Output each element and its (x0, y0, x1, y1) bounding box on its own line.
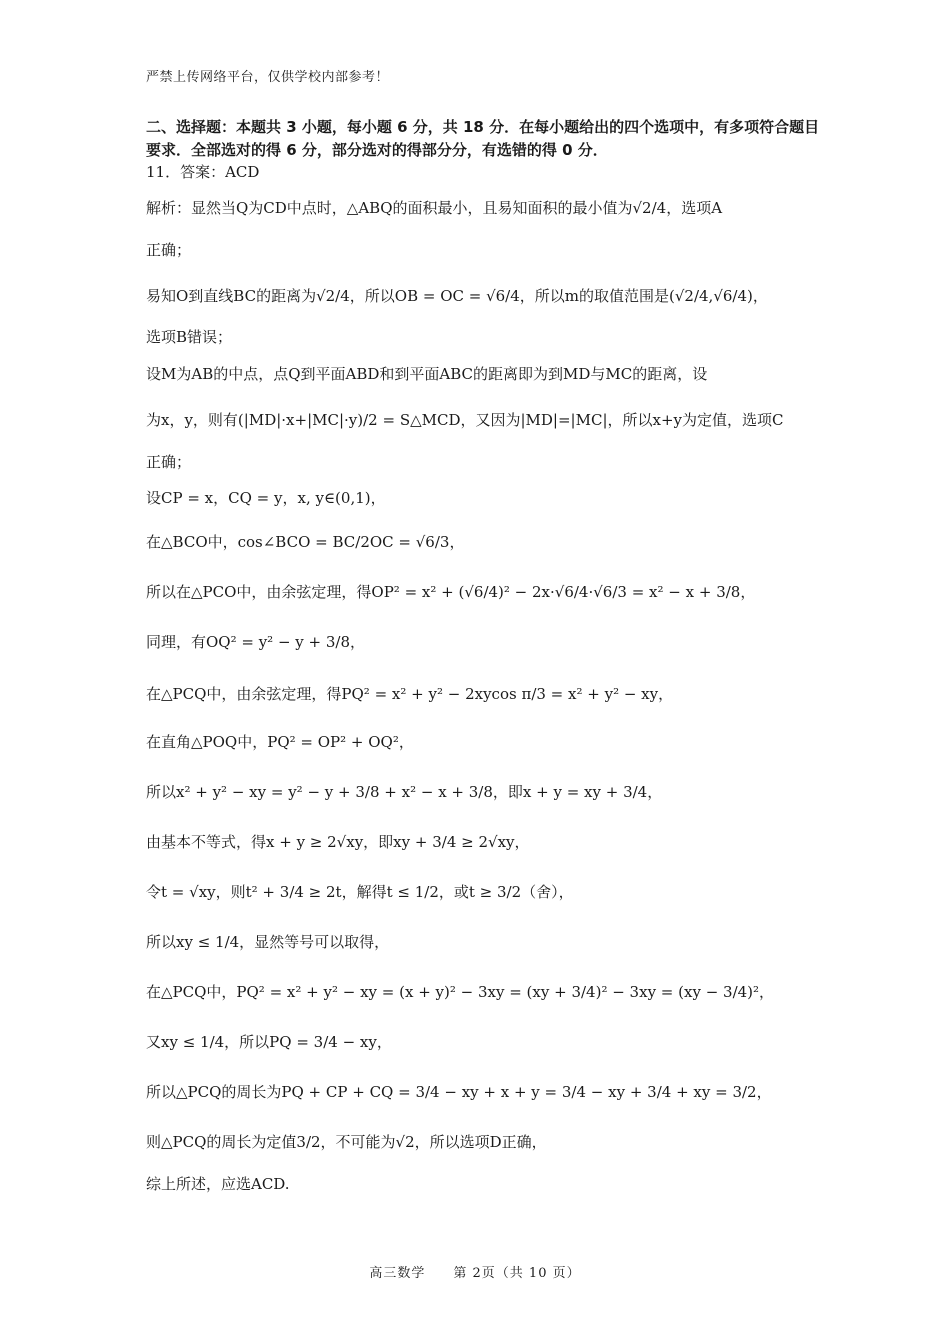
section-title: 二、选择题：本题共 3 小题，每小题 6 分，共 18 分．在每小题给出的四个选项中，有多项符合题目要求．全部选对的得 6 分，部分选对的得部分分，有选错的得 0 分． (146, 118, 820, 159)
solution-line: 在△PCQ中，由余弦定理，得PQ² = x² + y² − 2xycos π/3 = x² + y² − xy， (146, 685, 674, 703)
solution-line: 同理，有OQ² = y² − y + 3/8， (146, 633, 366, 651)
solution-line: 由基本不等式，得x + y ≥ 2√xy，即xy + 3/4 ≥ 2√xy， (146, 833, 530, 851)
solution-line: 易知O到直线BC的距离为√2/4，所以OB = OC = √6/4，所以m的取值范围是(√2/4,√6/4)， (146, 287, 768, 305)
solution-line: 所以x² + y² − xy = y² − y + 3/8 + x² − x + 3/8，即x + y = xy + 3/4， (146, 783, 663, 801)
solution-line: 所以xy ≤ 1/4，显然等号可以取得， (146, 933, 390, 951)
page-footer: 高三数学 第 2页（共 10 页） (369, 1266, 581, 1281)
solution-line: 所以在△PCO中，由余弦定理，得OP² = x² + (√6/4)² − 2x·√6/4·√6/3 = x² − x + 3/8， (146, 583, 756, 601)
solution-line: 在△PCQ中，PQ² = x² + y² − xy = (x + y)² − 3xy = (xy + 3/4)² − 3xy = (xy − 3/4)²， (146, 983, 775, 1001)
solution-line: 正确； (146, 453, 192, 471)
solution-line: 在直角△POQ中，PQ² = OP² + OQ²， (146, 733, 414, 751)
solution-line: 则△PCQ的周长为定值3/2，不可能为√2，所以选项D正确， (146, 1133, 547, 1151)
solution-line: 正确； (146, 241, 192, 259)
solution-line: 令t = √xy，则t² + 3/4 ≥ 2t，解得t ≤ 1/2，或t ≥ 3/2（舍）， (146, 883, 574, 901)
solution-line: 综上所述，应选ACD. (146, 1175, 290, 1193)
solution-line: 选项B错误； (146, 328, 233, 346)
header-notice: 严禁上传网络平台，仅供学校内部参考！ (146, 70, 390, 85)
solution-line: 设CP = x，CQ = y，x, y∈(0,1)， (146, 489, 386, 507)
solution-line: 所以△PCQ的周长为PQ + CP + CQ = 3/4 − xy + x + y = 3/4 − xy + 3/4 + xy = 3/2， (146, 1083, 772, 1101)
solution-line: 解析：显然当Q为CD中点时，△ABQ的面积最小，且易知面积的最小值为√2/4，选项A (146, 199, 723, 217)
solution-line: 为x，y，则有(|MD|·x+|MC|·y)/2 = S△MCD，又因为|MD|=|MC|，所以x+y为定值，选项C (146, 411, 784, 429)
solution-line: 在△BCO中，cos∠BCO = BC/2OC = √6/3， (146, 533, 465, 551)
solution-line: 设M为AB的中点，点Q到平面ABD和到平面ABC的距离即为到MD与MC的距离，设 (146, 365, 708, 383)
solution-line: 11．答案：ACD (146, 163, 260, 181)
solution-line: 又xy ≤ 1/4，所以PQ = 3/4 − xy， (146, 1033, 392, 1051)
